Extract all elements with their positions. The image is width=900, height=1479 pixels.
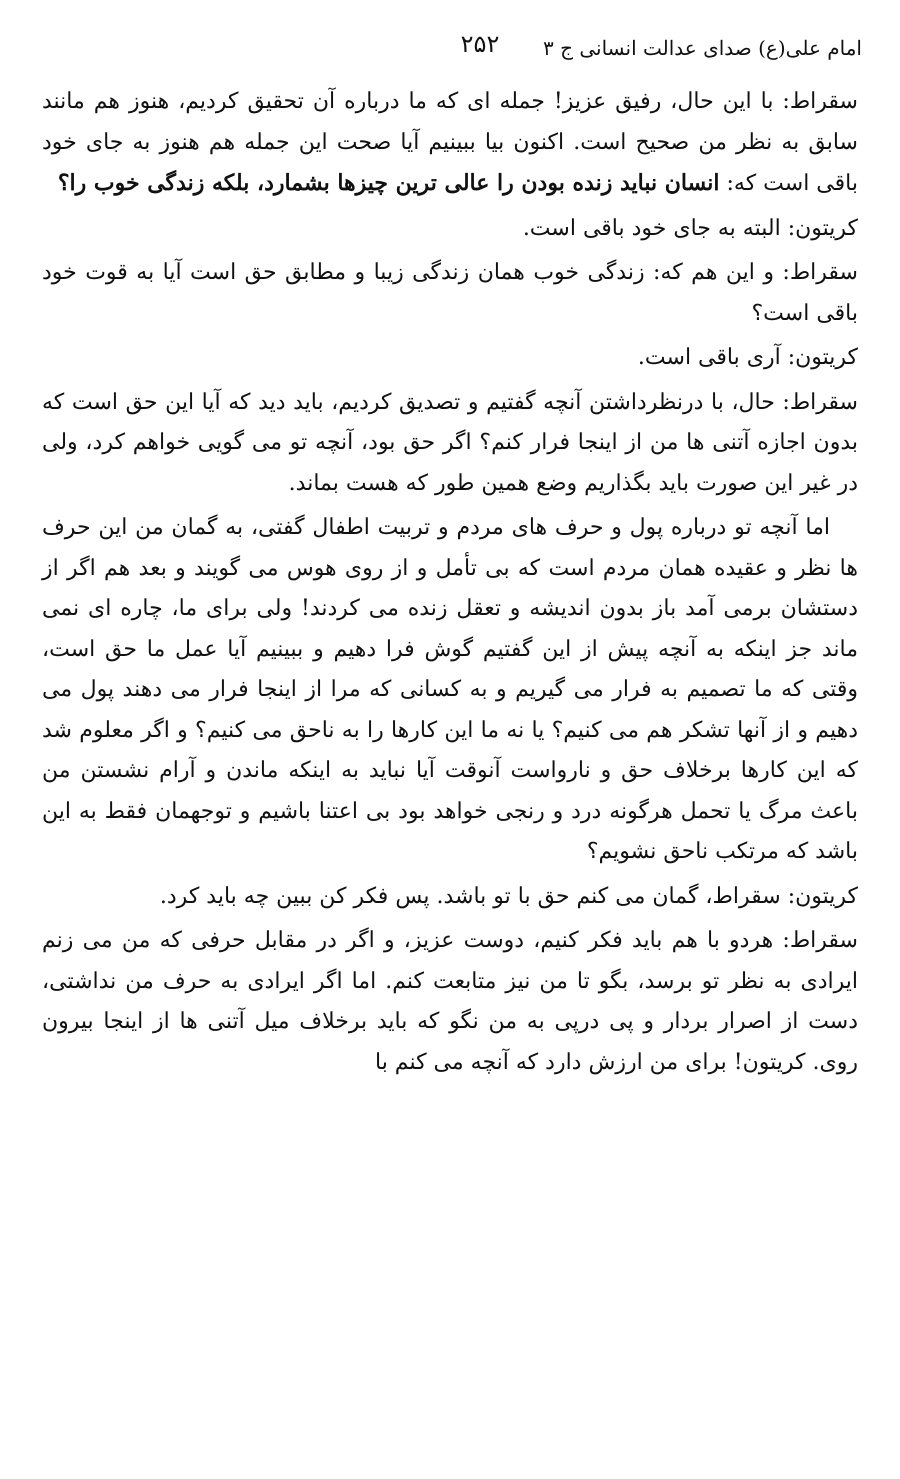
paragraph-text: و این هم که: زندگی خوب همان زندگی زیبا و مطابق حق است آیا به قوت خود باقی است؟ [42,260,858,326]
paragraph-7 [42,877,858,918]
paragraph-8 [42,921,858,1083]
paragraph-text: هردو با هم باید فکر کنیم، دوست عزیز، و اگر در مقابل حرفی که من می زنم ایرادی به نظر تو برسد، بگو تا من نیز متابعت کنم. اما اگر ایرادی به حرف من نداشتی، دست از اصرار بردار و پی درپی به من نگو که باید برخلاف میل آتنی ها از اینجا بیرون روی. کریتون! برای من ارزش دارد که آنچه می کنم با [42,928,858,1075]
speaker-label: کریتون: [787,215,858,241]
emphasized-text: انسان نباید زنده بودن را عالی ترین چیزها بشمارد، بلکه زندگی خوب را؟ [57,170,720,196]
speaker-label: سقراط: [782,389,858,415]
paragraph-5 [42,383,858,505]
paragraph-text: با این حال، رفیق عزیز! جمله ای که ما درباره آن تحقیق کردیم، هنوز هم مانند سابق به نظر من صحیح است. اکنون بیا ببینیم آیا صحت این جمله هم هنوز به جای خود باقی است که: [42,89,858,196]
speaker-label: کریتون: [787,883,858,909]
speaker-label: سقراط: [782,89,858,114]
body-text [42,82,858,1087]
paragraph-1 [42,82,858,205]
running-title: امام علی(ع) صدای عدالت انسانی ج ۳ [542,36,862,60]
paragraph-text: حال، با درنظرداشتن آنچه گفتیم و تصدیق کردیم، باید دید که آیا این حق است که بدون اجازه آتنی ها من از اینجا فرار کنم؟ اگر حق بود، آنچه تو می گویی خواهم کرد، ولی در غیر این صورت باید بگذاریم وضع همین طور که هست بماند. [42,389,859,496]
paragraph-2 [42,209,858,250]
paragraph-text: البته به جای خود باقی است. [522,215,788,241]
speaker-label: سقراط: [782,928,858,953]
paragraph-text: اما آنچه تو درباره پول و حرف های مردم و تربیت اطفال گفتی، به گمان من این حرف ها نظر و عقیده همان مردم است که بی تأمل و از روی هوس می گویند و بعد هم اگر از دستشان برمی آمد باز بدون اندیشه و تعقل زنده می کردند! ولی برای ما، چاره ای نمی ماند جز اینکه به آنچه پیش از این گفتیم گوش فرا دهیم و ببینیم آیا عمل ما حق است، وقتی که ما تصمیم به فرار می گیریم و به کسانی که مرا از اینجا فرار می دهند پول می دهیم و از آنها تشکر هم می کنیم؟ یا نه ما این کارها را به ناحق می کنیم؟ و اگر معلوم شد که این کارها برخلاف حق و نارواست آنوقت آیا نباید به اینکه ماندن و آرام نشستن من باعث مرگ یا تحمل هرگونه درد و رنجی خواهد بود بی اعتنا باشیم و توجهمان فقط به این باشد که مرتکب ناحق نشویم؟ [42,515,859,864]
speaker-label: کریتون: [787,345,858,370]
speaker-label: سقراط: [782,260,858,285]
paragraph-3 [42,253,858,334]
paragraph-6 [42,508,858,873]
paragraph-text: آری باقی است. [637,345,788,370]
page-number: ۲۵۲ [460,30,500,58]
paragraph-4 [42,338,858,379]
page-header [40,28,862,68]
paragraph-text: سقراط، گمان می کنم حق با تو باشد. پس فکر کن ببین چه باید کرد. [159,883,788,909]
